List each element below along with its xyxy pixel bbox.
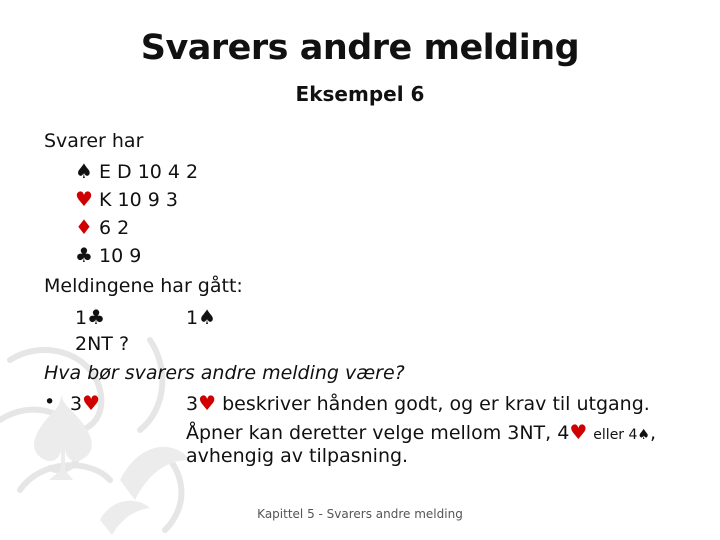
- spades-cards: E D 10 4 2: [98, 161, 199, 183]
- spade-icon: ♠: [637, 427, 650, 443]
- bid-opener: [75, 305, 105, 329]
- heart-icon: ♥: [75, 187, 93, 211]
- bid-responder-level: 1: [186, 307, 199, 329]
- footer: Kapittel 5 - Svarers andre melding: [257, 507, 463, 521]
- slide-title: Svarers andre melding: [140, 28, 580, 68]
- answer-bid-level: 3: [70, 393, 83, 415]
- answer-explanation-line1: [186, 391, 650, 415]
- answer-expl-text1: beskriver hånden godt, og er krav til utgang.: [222, 393, 650, 415]
- diamonds-cards: 6 2: [98, 217, 130, 239]
- answer-expl-text2b: eller 4: [593, 427, 638, 443]
- question: Hva bør svarers andre melding være?: [44, 362, 405, 384]
- hand-diamonds: [75, 215, 129, 239]
- bid-opener-level: 1: [75, 307, 88, 329]
- slide-subtitle: Eksempel 6: [295, 82, 425, 106]
- spade-icon: ♠: [75, 159, 93, 183]
- answer-bid: [70, 391, 100, 415]
- hand-clubs: [75, 243, 141, 267]
- answer-expl-text2c: ,: [649, 422, 657, 444]
- club-icon: ♣: [87, 305, 106, 329]
- answer-bullet: •: [44, 391, 56, 413]
- answer-expl-level: 3: [186, 393, 199, 415]
- heart-icon: ♥: [569, 420, 588, 444]
- club-icon: ♣: [75, 243, 93, 267]
- heart-icon: ♥: [82, 391, 101, 415]
- bid-responder: [186, 305, 216, 329]
- diamond-icon: ♦: [75, 215, 93, 239]
- answer-explanation-line3: avhengig av tilpasning.: [186, 445, 409, 467]
- spade-icon: ♠: [198, 305, 217, 329]
- hand-spades: [75, 159, 198, 183]
- hand-intro: Svarer har: [44, 130, 144, 152]
- clubs-cards: 10 9: [98, 245, 142, 267]
- bidding-intro: Meldingene har gått:: [44, 275, 243, 297]
- hand-hearts: [75, 187, 178, 211]
- answer-expl-text2a: Åpner kan deretter velge mellom 3NT, 4: [186, 422, 570, 444]
- heart-icon: ♥: [198, 391, 217, 415]
- bid-rebid: 2NT ?: [75, 333, 130, 355]
- hearts-cards: K 10 9 3: [98, 189, 178, 211]
- answer-explanation-line2: [186, 420, 656, 444]
